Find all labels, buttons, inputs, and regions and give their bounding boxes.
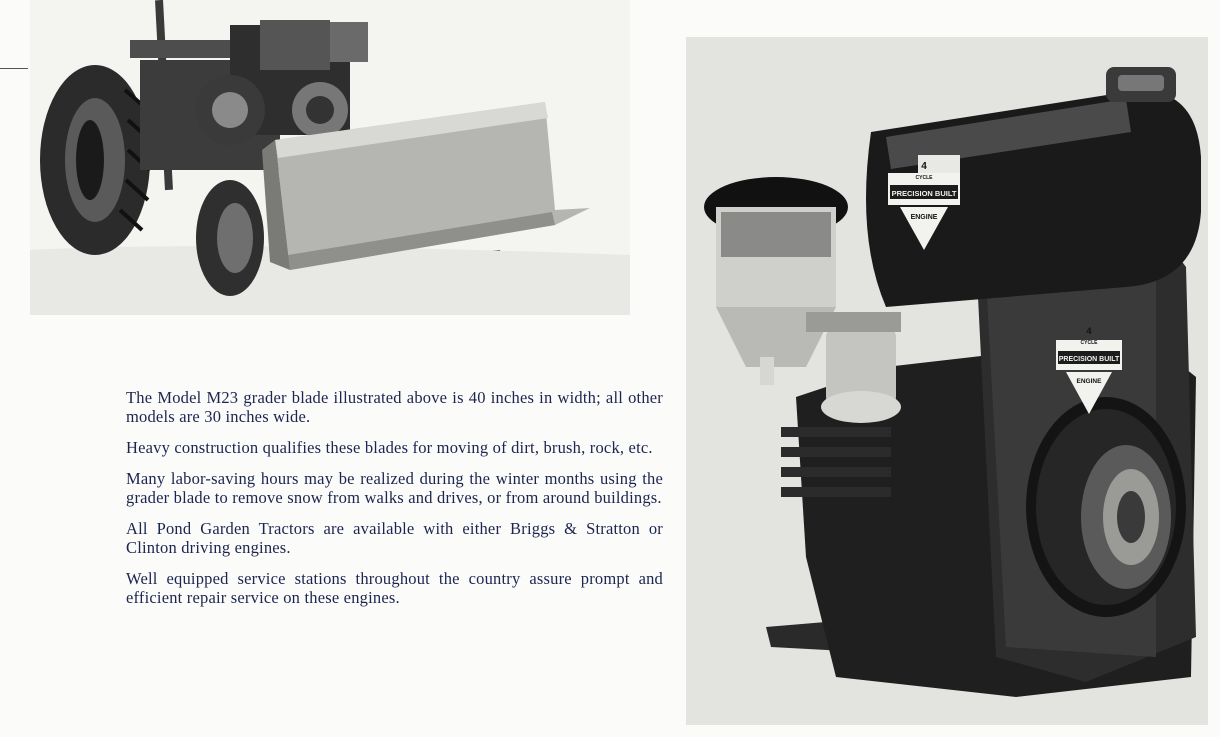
badge2-middle-text: PRECISION BUILT [1058,356,1120,363]
paragraph-grader-width: The Model M23 grader blade illustrated above is 40 inches in width; all other models are 30 inches wide. [126,388,663,426]
tractor-illustration [30,0,630,315]
badge-bottom-text: ENGINE [910,214,938,221]
badge2-bottom-text: ENGINE [1076,378,1102,385]
body-text [126,388,663,619]
badge-middle-text: PRECISION BUILT [891,189,957,198]
badge2-top-text: 4 [1086,326,1092,336]
scan-edge-mark [0,68,28,69]
badge-top-text: 4 [921,161,927,172]
tractor-grader-blade-photo [30,0,630,315]
paragraph-snow-removal: Many labor-saving hours may be realized during the winter months using the grader blade to remove snow from walks and drives, or from around buildings. [126,469,663,507]
paragraph-heavy-construction: Heavy construction qualifies these blades for moving of dirt, brush, rock, etc. [126,438,653,457]
badge-cycle-text: CYCLE [915,175,933,181]
paragraph-engines: All Pond Garden Tractors are available with either Briggs & Stratton or Clinton driving engines. [126,519,663,557]
badge2-cycle-text: CYCLE [1080,340,1098,346]
engine-illustration [686,37,1208,725]
engine-photo [686,37,1208,725]
paragraph-service: Well equipped service stations throughout the country assure prompt and efficient repair service on these engines. [126,569,663,607]
